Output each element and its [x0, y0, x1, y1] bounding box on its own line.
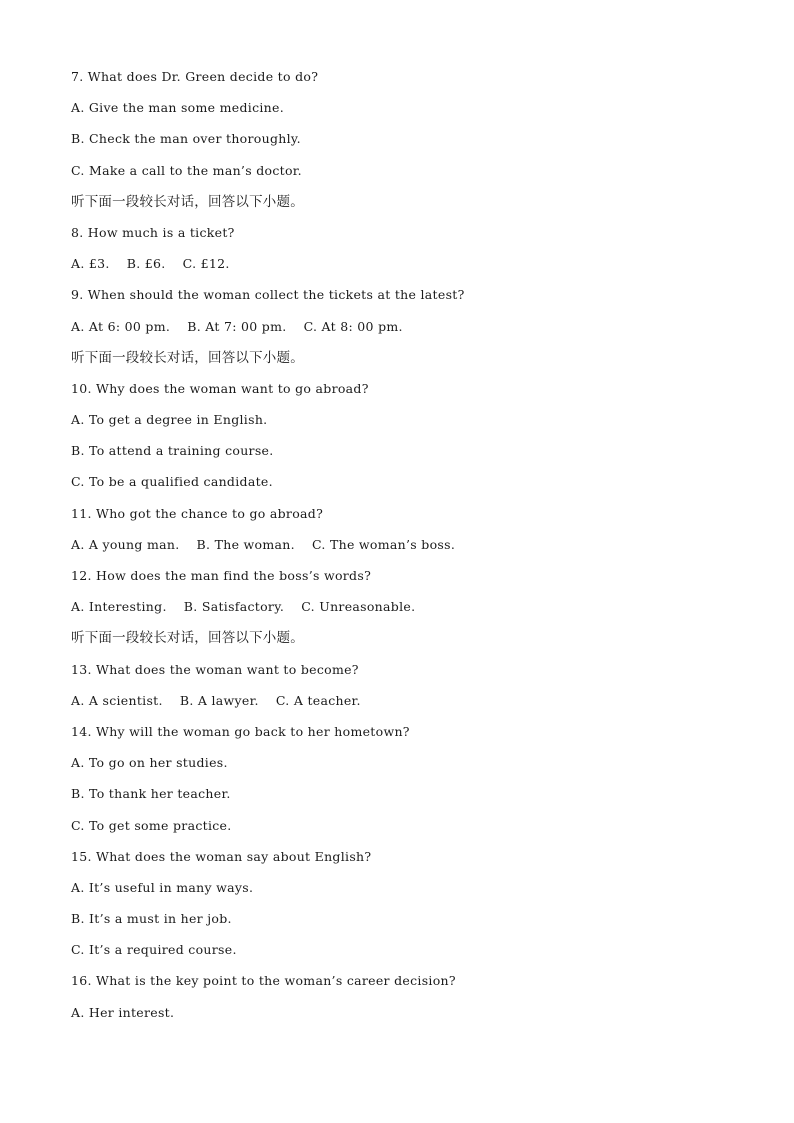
question-15-option-b: B. It’s a must in her job.	[71, 911, 232, 927]
question-7-option-c: C. Make a call to the man’s doctor.	[71, 162, 302, 178]
question-15-option-c: C. It’s a required course.	[71, 942, 237, 958]
question-14-option-a: A. To go on her studies.	[71, 755, 228, 771]
question-12-options: A. Interesting. B. Satisfactory. C. Unreasonable.	[71, 599, 416, 615]
question-8: 8. How much is a ticket?	[71, 224, 235, 240]
question-14-option-b: B. To thank her teacher.	[71, 786, 231, 802]
question-14-option-c: C. To get some practice.	[71, 817, 232, 833]
question-13: 13. What does the woman want to become?	[71, 661, 359, 677]
question-9: 9. When should the woman collect the tickets at the latest?	[71, 287, 465, 303]
question-7: 7. What does Dr. Green decide to do?	[71, 69, 319, 84]
question-15-option-a: A. It’s useful in many ways.	[71, 879, 254, 895]
question-13-options: A. A scientist. B. A lawyer. C. A teacher.	[71, 692, 361, 708]
section-instruction: 听下面一段较长对话，回答以下小题。	[71, 349, 304, 366]
question-9-options: A. At 6: 00 pm. B. At 7: 00 pm. C. At 8: 00 pm.	[71, 318, 403, 334]
question-8-options: A. £3. B. £6. C. £12.	[71, 256, 230, 272]
question-10-option-c: C. To be a qualified candidate.	[71, 474, 273, 490]
question-7-option-a: A. Give the man some medicine.	[71, 100, 284, 116]
document-page	[71, 66, 751, 1033]
question-11-options: A. A young man. B. The woman. C. The woman’s boss.	[71, 536, 456, 552]
question-7-option-b: B. Check the man over thoroughly.	[71, 131, 301, 147]
question-10-option-b: B. To attend a training course.	[71, 443, 274, 459]
question-12: 12. How does the man find the boss’s words?	[71, 568, 372, 583]
question-16-option-a: A. Her interest.	[71, 1004, 175, 1020]
question-14: 14. Why will the woman go back to her hometown?	[71, 723, 410, 739]
section-instruction: 听下面一段较长对话，回答以下小题。	[71, 630, 304, 647]
question-11: 11. Who got the chance to go abroad?	[71, 505, 324, 521]
question-15: 15. What does the woman say about English?	[71, 848, 372, 864]
section-instruction: 听下面一段较长对话，回答以下小题。	[71, 193, 304, 210]
question-10-option-a: A. To get a degree in English.	[71, 412, 268, 428]
question-10: 10. Why does the woman want to go abroad?	[71, 380, 369, 396]
question-16: 16. What is the key point to the woman’s career decision?	[71, 973, 456, 989]
